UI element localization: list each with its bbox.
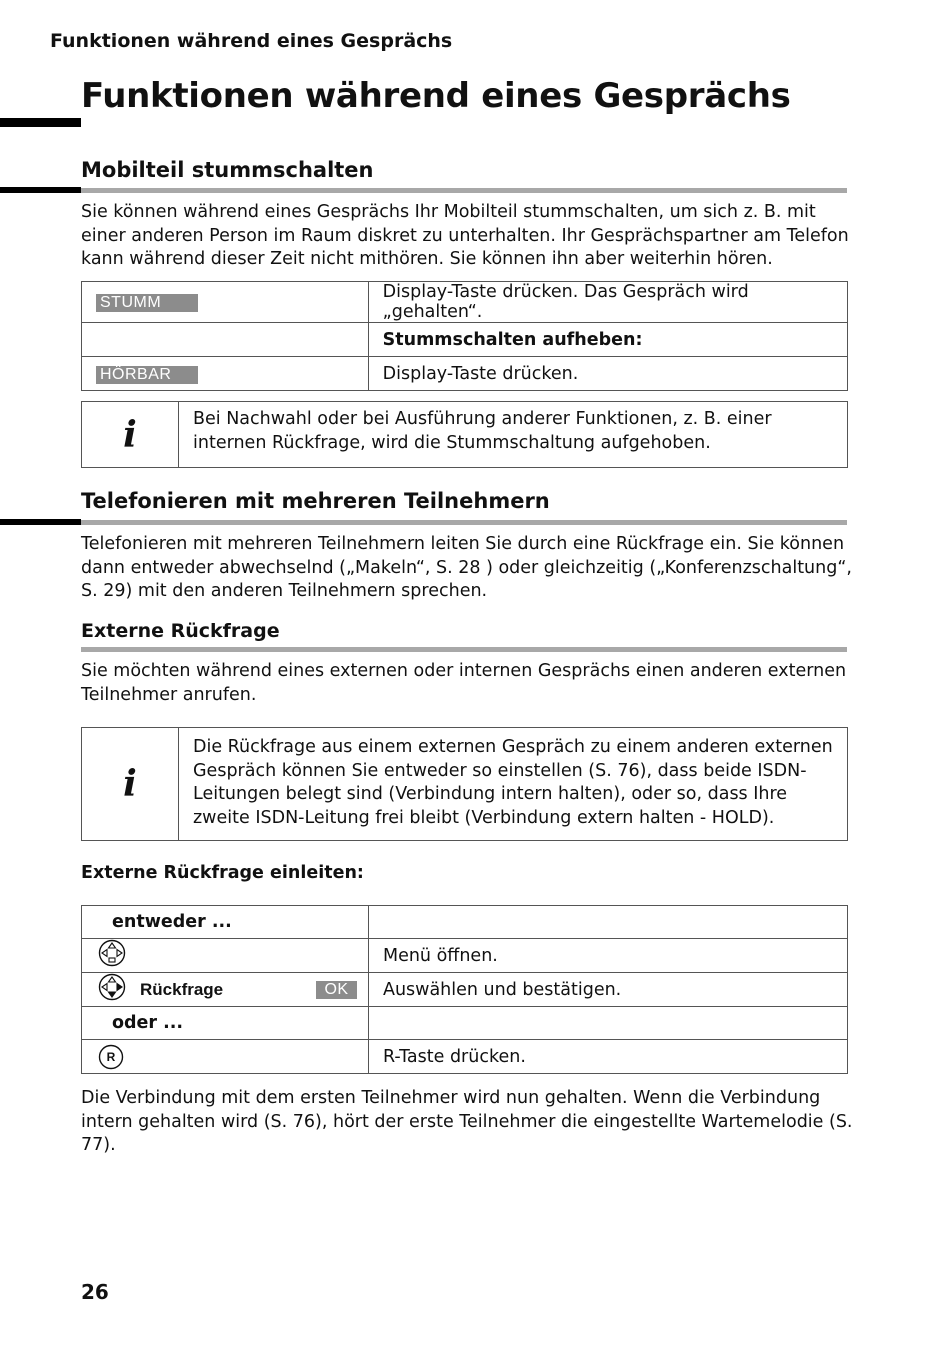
external-outro: Die Verbindung mit dem ersten Teilnehmer wird nun gehalten. Wenn die Verbindung intern gehalten wird (S. 76), hört der erste Teilnehmer die eingestellte Wartemelodie (S. 77).	[81, 1088, 853, 1155]
external-steps-table	[81, 905, 848, 1074]
display-key-ok[interactable]: OK	[316, 981, 357, 999]
empty-desc-cell	[368, 1007, 847, 1040]
heading-rule-gray	[81, 647, 847, 652]
step-desc: Display-Taste drücken.	[368, 357, 847, 391]
display-key-stumm[interactable]: STUMM	[96, 294, 198, 312]
heading-rule-black	[0, 519, 81, 525]
info-icon: i	[82, 402, 179, 467]
step-subheading: Stummschalten aufheben:	[368, 323, 847, 357]
step-desc: Display-Taste drücken. Das Gespräch wird „gehalten“.	[368, 282, 847, 323]
mute-steps-table	[81, 281, 848, 391]
heading-mute: Mobilteil stummschalten	[81, 158, 374, 182]
title-rule	[0, 118, 81, 127]
heading-external: Externe Rückfrage	[81, 620, 280, 642]
step-desc: R-Taste drücken.	[368, 1040, 847, 1074]
info-icon: i	[82, 728, 179, 840]
r-key-icon[interactable]	[98, 1044, 124, 1070]
heading-rule-gray	[81, 188, 847, 193]
heading-rule-gray	[81, 520, 847, 525]
steps-heading: Externe Rückfrage einleiten:	[81, 863, 364, 883]
step-desc: Auswählen und bestätigen.	[368, 973, 847, 1007]
running-header: Funktionen während eines Gesprächs	[50, 30, 453, 52]
empty-key-cell	[82, 323, 369, 357]
step-desc: Menü öffnen.	[368, 939, 847, 973]
step-either: entweder ...	[82, 906, 369, 939]
info-box-mute	[81, 401, 848, 468]
table-row	[82, 906, 848, 939]
mute-intro: Sie können während eines Gesprächs Ihr Mobilteil stummschalten, um sich z. B. mit einer anderen Person im Raum diskret zu unterhalten. Ihr Gesprächspartner am Telefon kann während dieser Zeit nicht mithören. Sie können ihn aber weiterhin hören.	[81, 202, 849, 269]
nav-key-icon[interactable]	[98, 939, 126, 972]
step-or: oder ...	[82, 1007, 369, 1040]
page-number: 26	[81, 1280, 109, 1304]
menu-item-rueckfrage[interactable]: Rückfrage	[140, 979, 224, 999]
r-key-label: R	[106, 1049, 116, 1064]
multi-intro: Telefonieren mit mehreren Teilnehmern leiten Sie durch eine Rückfrage ein. Sie können dann entweder abwechselnd („Makeln“, S. 28 ) oder gleichzeitig („Konferenzschaltung“, S. 29) mit den anderen Teilnehmern sprechen.	[81, 534, 852, 601]
table-row	[82, 323, 848, 357]
table-row	[82, 973, 848, 1007]
heading-rule-black	[0, 187, 81, 193]
table-row	[82, 357, 848, 391]
display-key-hoerbar[interactable]: HÖRBAR	[96, 366, 198, 384]
info-text: Die Rückfrage aus einem externen Gespräch zu einem anderen externen Gespräch können Sie entweder so einstellen (S. 76), dass beide ISDN-Leitungen belegt sind (Verbindung intern halten), oder so, dass Ihre zweite ISDN-Leitung frei bleibt (Verbindung extern halten - HOLD).	[193, 737, 833, 828]
table-row	[82, 939, 848, 973]
table-row	[82, 1040, 848, 1074]
external-intro: Sie möchten während eines externen oder internen Gesprächs einen anderen externen Teilnehmer anrufen.	[81, 661, 847, 705]
nav-key-icon[interactable]	[98, 973, 126, 1006]
info-text: Bei Nachwahl oder bei Ausführung anderer Funktionen, z. B. einer internen Rückfrage, wird die Stummschaltung aufgehoben.	[193, 409, 772, 453]
table-row	[82, 1007, 848, 1040]
table-row	[82, 282, 848, 323]
heading-multi: Telefonieren mit mehreren Teilnehmern	[81, 489, 550, 513]
empty-desc-cell	[368, 906, 847, 939]
info-box-external	[81, 727, 848, 841]
page-title: Funktionen während eines Gesprächs	[81, 76, 791, 116]
